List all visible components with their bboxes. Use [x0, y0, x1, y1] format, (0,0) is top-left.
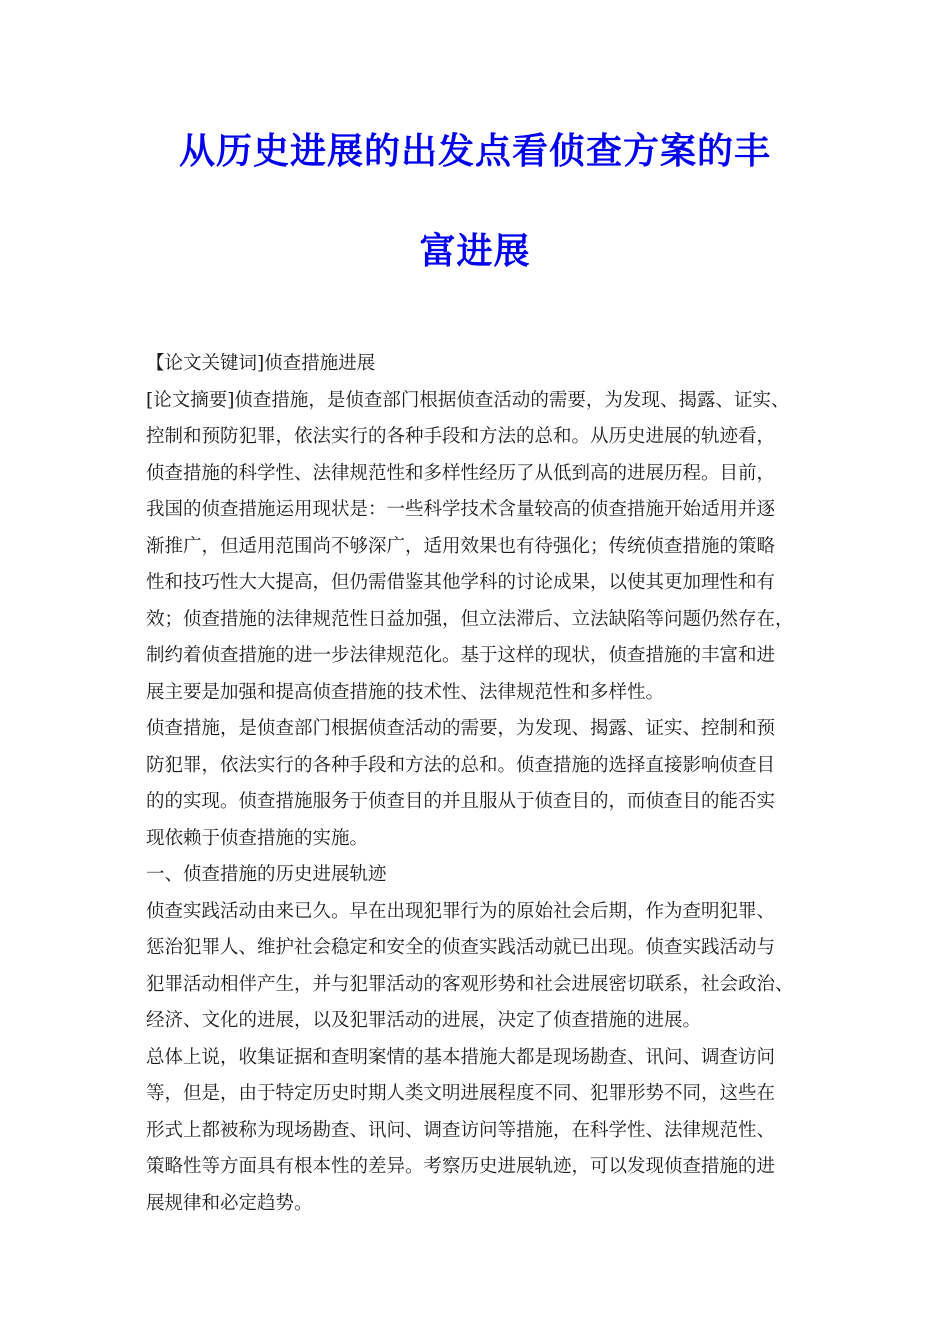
paragraph-line: 侦查措施，是侦查部门根据侦查活动的需要，为发现、揭露、证实、控制和预 [146, 718, 776, 739]
abstract-line: 展主要是加强和提高侦查措施的技术性、法律规范性和多样性。 [146, 681, 665, 703]
paragraph-line: 经济、文化的进展，以及犯罪活动的进展，决定了侦查措施的进展。 [146, 1010, 702, 1031]
abstract-line: 渐推广，但适用范围尚不够深广，适用效果也有待强化；传统侦查措施的策略 [146, 535, 776, 557]
paragraph-line: 等，但是，由于特定历史时期人类文明进展程度不同、犯罪形势不同，这些在 [146, 1083, 776, 1104]
abstract-line: 控制和预防犯罪，依法实行的各种手段和方法的总和。从历史进展的轨迹看， [146, 426, 776, 447]
abstract-line: 制约着侦查措施的进一步法律规范化。基于这样的现状，侦查措施的丰富和进 [146, 645, 776, 666]
page-title-line-2: 富进展 [419, 231, 531, 272]
paragraph-line: 惩治犯罪人、维护社会稳定和安全的侦查实践活动就已出现。侦查实践活动与 [146, 937, 776, 958]
paragraph-line: 防犯罪，依法实行的各种手段和方法的总和。侦查措施的选择直接影响侦查目 [146, 754, 776, 776]
paragraph-line: 犯罪活动相伴产生，并与犯罪活动的客观形势和社会进展密切联系，社会政治、 [146, 973, 794, 995]
paragraph-line: 侦查实践活动由来已久。早在出现犯罪行为的原始社会后期，作为查明犯罪、 [146, 900, 776, 922]
paragraph-line: 总体上说，收集证据和查明案情的基本措施大都是现场勘查、讯问、调查访问 [146, 1046, 776, 1068]
abstract-line: [论文摘要]侦查措施，是侦查部门根据侦查活动的需要，为发现、揭露、证实、 [146, 389, 790, 411]
section-heading: 一、侦查措施的历史进展轨迹 [146, 864, 387, 885]
article-body [146, 346, 826, 1222]
keywords-line: 【论文关键词]侦查措施进展 [146, 353, 376, 374]
abstract-line: 效；侦查措施的法律规范性日益加强，但立法滞后、立法缺陷等问题仍然存在， [146, 608, 794, 630]
page-title-line-1: 从历史进展的出发点看侦查方案的丰 [178, 131, 771, 172]
paragraph-line: 的的实现。侦查措施服务于侦查目的并且服从于侦查目的，而侦查目的能否实 [146, 791, 776, 812]
abstract-line: 我国的侦查措施运用现状是：一些科学技术含量较高的侦查措施开始适用并逐 [146, 499, 776, 520]
paragraph-line: 形式上都被称为现场勘查、讯问、调查访问等措施，在科学性、法律规范性、 [146, 1119, 776, 1141]
abstract-line: 侦查措施的科学性、法律规范性和多样性经历了从低到高的进展历程。目前， [146, 462, 776, 484]
paragraph-line: 展规律和必定趋势。 [146, 1192, 313, 1214]
paragraph-line: 策略性等方面具有根本性的差异。考察历史进展轨迹，可以发现侦查措施的进 [146, 1156, 776, 1177]
abstract-line: 性和技巧性大大提高，但仍需借鉴其他学科的讨论成果，以使其更加理性和有 [146, 572, 776, 593]
paragraph-line: 现依赖于侦查措施的实施。 [146, 827, 369, 849]
